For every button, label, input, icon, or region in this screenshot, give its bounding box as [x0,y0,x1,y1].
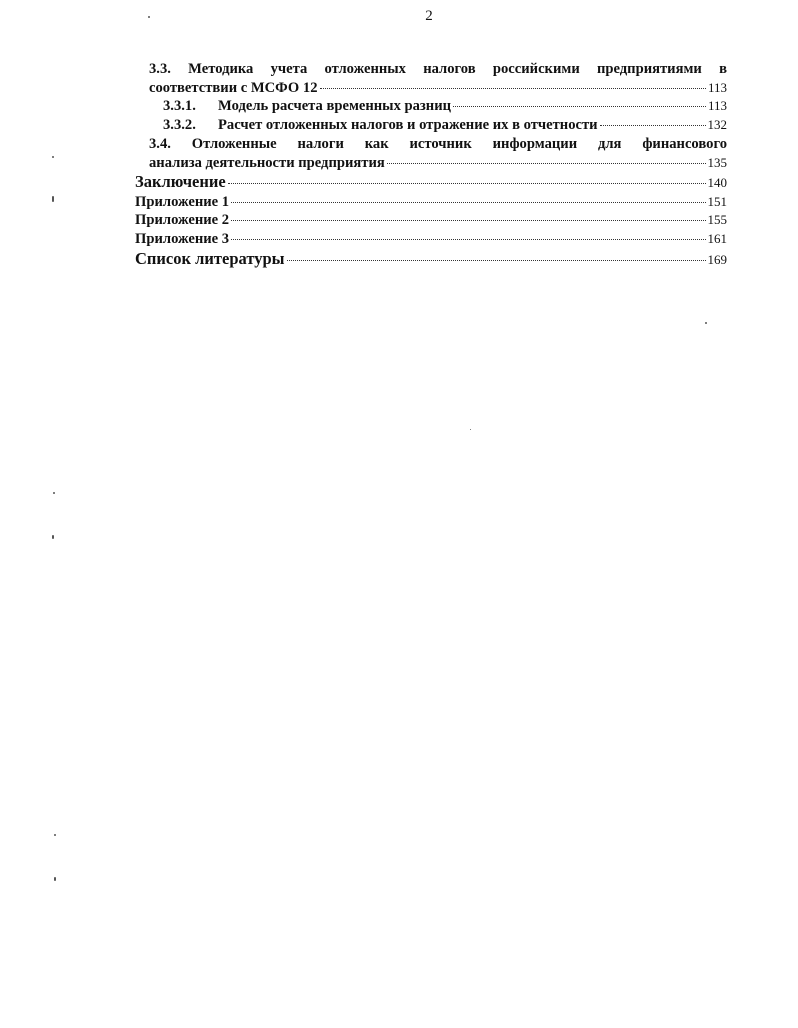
scan-speck [148,16,150,18]
toc-entry-3-3-1 [135,97,727,116]
toc-page: 113 [707,79,727,95]
scan-speck [52,535,54,539]
toc-entry-3-3 [135,60,727,97]
scan-speck [53,492,55,494]
toc-page: 135 [707,154,727,170]
table-of-contents [135,60,727,269]
toc-title: Модель расчета временных разниц [218,98,452,115]
toc-page: 132 [707,117,727,133]
toc-leader-dots [387,163,706,164]
page-number: 2 [425,8,433,24]
scan-speck [54,877,56,881]
toc-title-line2: соответствии с МСФО 12 [149,79,318,96]
toc-entry-3-3-2 [135,116,727,135]
toc-leader-dots [231,239,705,240]
scan-speck [705,322,707,324]
toc-title-line2: анализа деятельности предприятия [149,154,385,171]
toc-leader-dots [287,260,706,261]
toc-leader-dots [231,220,705,221]
toc-entry-conclusion [135,172,727,193]
toc-title: Список литературы [135,248,285,268]
toc-number: 3.4. [149,135,171,152]
toc-title: Приложение 2 [135,212,230,229]
toc-leader-dots [600,125,706,126]
scan-speck [52,156,54,158]
toc-page: 140 [707,175,727,191]
toc-page: 113 [707,98,727,114]
toc-leader-dots [231,202,705,203]
toc-entry-3-4 [135,135,727,172]
toc-leader-dots [453,106,706,107]
toc-entry-appendix-2 [135,211,727,230]
toc-number: 3.3.1. [163,98,196,115]
toc-entry-appendix-1 [135,193,727,212]
toc-title: Заключение [135,172,226,192]
toc-entry-bibliography [135,249,727,270]
toc-leader-dots [228,183,706,184]
toc-number: 3.3. [149,61,171,77]
toc-number: 3.3.2. [163,117,196,134]
toc-leader-dots [320,88,706,89]
toc-title: Приложение 3 [135,231,230,248]
toc-title-line1: Отложенные налоги как источник информации для финансового [191,135,727,152]
scan-speck [470,429,471,430]
toc-title-line1: Методика учета отложенных налогов российскими предприятиями в [188,61,727,77]
scan-speck [52,196,54,202]
toc-page: 151 [707,193,727,209]
toc-page: 155 [707,212,727,228]
toc-title: Приложение 1 [135,193,230,210]
scan-speck [54,834,56,836]
toc-title: Расчет отложенных налогов и отражение их в отчетности [218,117,598,134]
toc-page: 169 [707,251,727,267]
toc-entry-appendix-3 [135,230,727,249]
toc-page: 161 [707,231,727,247]
